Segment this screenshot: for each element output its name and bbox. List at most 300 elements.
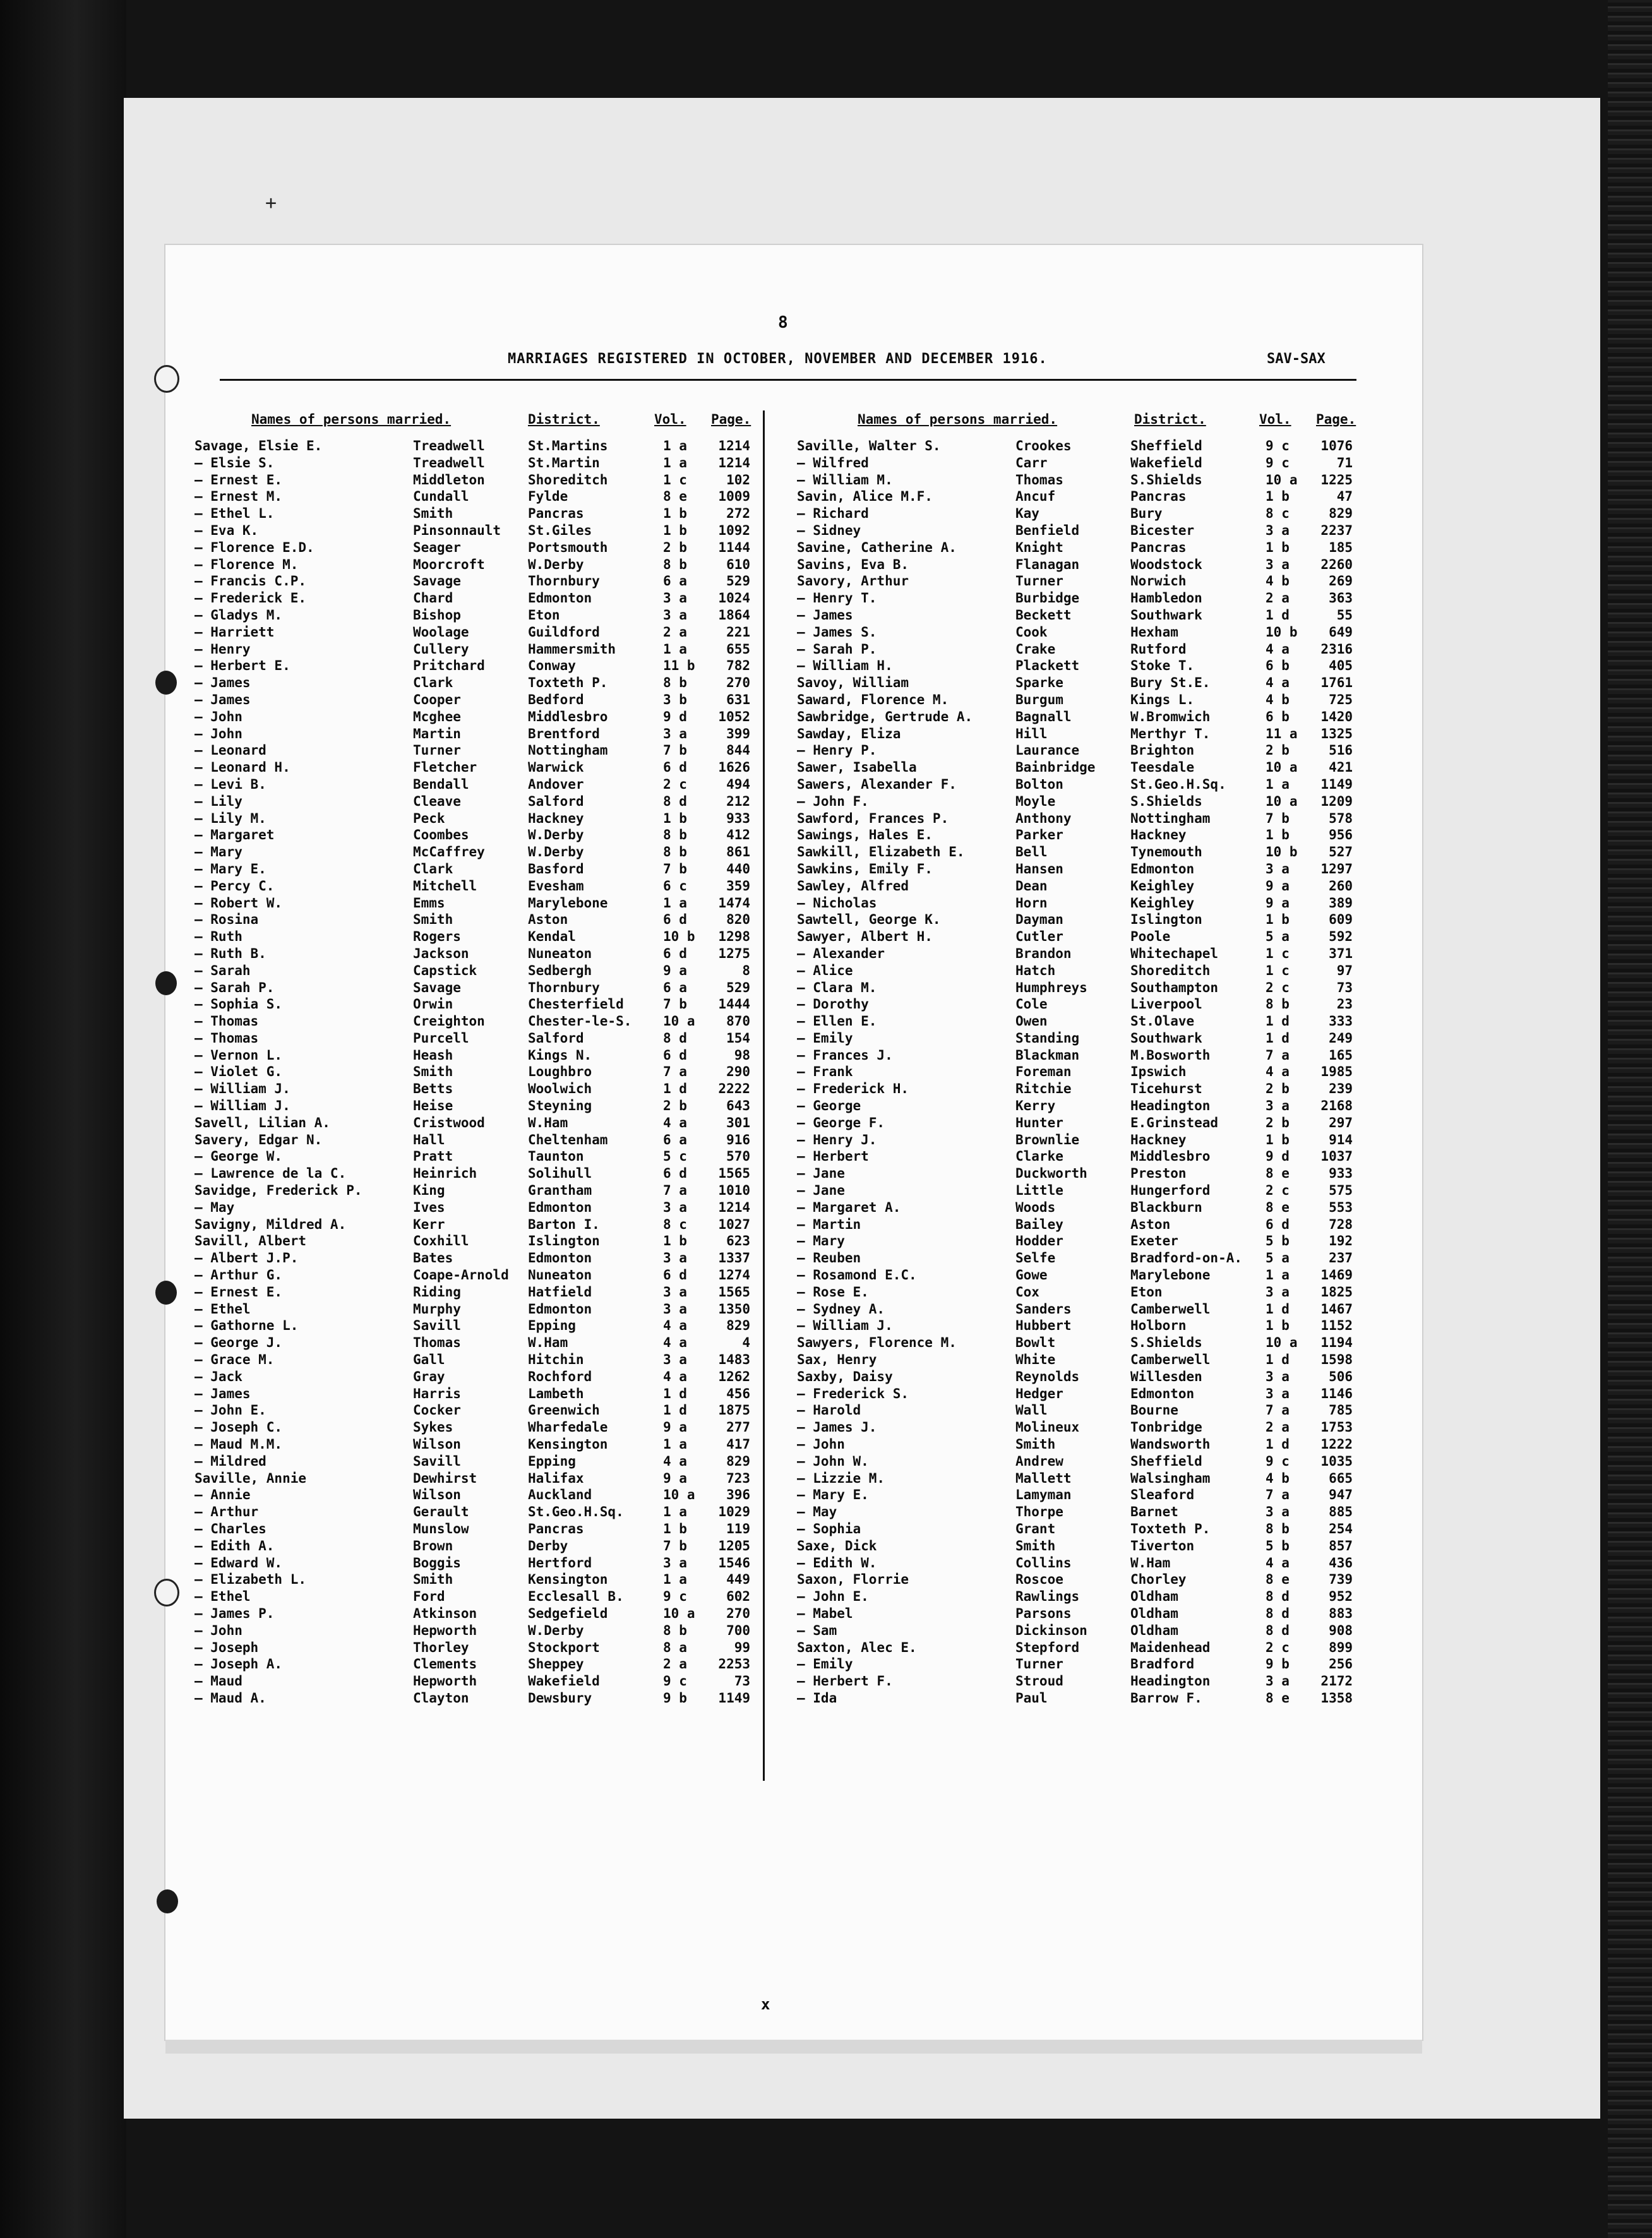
district-name: Warwick	[528, 760, 584, 775]
spouse-surname: Bendall	[413, 776, 469, 792]
district-name: Basford	[528, 861, 584, 877]
volume: 4 a	[663, 1335, 687, 1351]
person-name: — Sam	[797, 1622, 837, 1638]
volume: 6 c	[663, 878, 687, 894]
district-name: Eton	[1130, 1284, 1163, 1300]
person-name: — Martin	[797, 1216, 861, 1232]
spouse-surname: Clayton	[413, 1690, 469, 1706]
person-name: — Mildred	[195, 1453, 266, 1469]
spouse-surname: Coombes	[413, 827, 469, 843]
page-ref: 578	[1329, 810, 1353, 826]
spouse-surname: Ritchie	[1015, 1081, 1072, 1097]
spouse-surname: Smith	[1015, 1437, 1056, 1452]
volume: 3 a	[1266, 1504, 1290, 1520]
volume: 10 b	[1266, 844, 1298, 860]
spouse-surname: Smith	[413, 1572, 453, 1588]
page-ref: 1052	[718, 709, 750, 724]
spouse-surname: Dewhirst	[413, 1470, 477, 1486]
district-name: Nuneaton	[528, 945, 592, 961]
district-name: Sheppey	[528, 1656, 584, 1672]
district-name: Kensington	[528, 1437, 608, 1452]
district-name: Edmonton	[528, 590, 592, 606]
spouse-surname: Savage	[413, 979, 461, 995]
person-name: — Ernest E.	[195, 1284, 283, 1300]
person-name: — James	[195, 691, 251, 707]
person-name: — Joseph C.	[195, 1420, 283, 1435]
spouse-surname: Cooper	[413, 691, 461, 707]
spouse-surname: Riding	[413, 1284, 461, 1300]
page-ref: 301	[726, 1115, 750, 1130]
person-name: — Arthur G.	[195, 1267, 283, 1283]
volume: 7 a	[663, 1064, 687, 1080]
person-name: — Herbert E.	[195, 658, 290, 674]
spouse-surname: Hubbert	[1015, 1318, 1072, 1334]
person-name: — George W.	[195, 1149, 283, 1164]
page-ref: 1262	[718, 1368, 750, 1384]
volume: 1 b	[663, 1233, 687, 1249]
spouse-surname: Cook	[1015, 624, 1048, 640]
page-ref: 1420	[1320, 709, 1353, 724]
volume: 1 c	[1266, 962, 1290, 978]
spouse-surname: Thomas	[413, 1335, 461, 1351]
district-name: Cheltenham	[528, 1132, 608, 1147]
volume: 1 b	[1266, 1318, 1290, 1334]
spouse-surname: Woolage	[413, 624, 469, 640]
district-name: Middlesbro	[528, 709, 608, 724]
spouse-surname: Bowlt	[1015, 1335, 1056, 1351]
page-ref: 165	[1329, 1047, 1353, 1063]
volume: 10 a	[663, 1014, 695, 1029]
district-name: Bradford-on-A.	[1130, 1250, 1243, 1266]
person-name: — Emily	[797, 1030, 853, 1046]
district-name: Hambledon	[1130, 590, 1202, 606]
person-name: — Francis C.P.	[195, 573, 307, 589]
volume: 6 a	[663, 573, 687, 589]
person-name: Sawtell, George K.	[797, 912, 941, 928]
volume: 3 a	[663, 726, 687, 741]
district-name: Sleaford	[1130, 1487, 1195, 1503]
district-name: Exeter	[1130, 1233, 1178, 1249]
person-name: — Thomas	[195, 1030, 259, 1046]
person-name: — Jack	[195, 1368, 242, 1384]
volume: 4 a	[663, 1318, 687, 1334]
volume: 6 d	[663, 945, 687, 961]
person-name: — Sarah	[195, 962, 251, 978]
volume: 1 b	[1266, 827, 1290, 843]
person-name: — Albert J.P.	[195, 1250, 299, 1266]
district-name: Southampton	[1130, 979, 1219, 995]
district-name: Ecclesall B.	[528, 1589, 624, 1605]
district-name: Taunton	[528, 1149, 584, 1164]
district-name: Steyning	[528, 1098, 592, 1114]
spouse-surname: Capstick	[413, 962, 477, 978]
spouse-surname: Smith	[413, 912, 453, 928]
district-name: Wandsworth	[1130, 1437, 1211, 1452]
district-name: W.Derby	[528, 1622, 584, 1638]
district-name: Rutford	[1130, 641, 1187, 657]
person-name: — William H.	[797, 658, 893, 674]
page-ref: 529	[726, 979, 750, 995]
volume: 2 b	[663, 539, 687, 555]
district-name: Sheffield	[1130, 438, 1202, 453]
district-name: Grantham	[528, 1183, 592, 1199]
person-name: — Gathorne L.	[195, 1318, 299, 1334]
spouse-surname: Crookes	[1015, 438, 1072, 453]
spouse-surname: Cole	[1015, 996, 1048, 1012]
district-name: Headington	[1130, 1098, 1211, 1114]
volume: 7 b	[663, 996, 687, 1012]
volume: 9 a	[1266, 895, 1290, 911]
spouse-surname: Laurance	[1015, 743, 1080, 758]
spouse-surname: Grant	[1015, 1521, 1056, 1536]
page-ref: 1209	[1320, 793, 1353, 809]
page-ref: 73	[734, 1673, 750, 1689]
volume: 9 d	[1266, 1149, 1290, 1164]
spouse-surname: McCaffrey	[413, 844, 485, 860]
person-name: — George J.	[195, 1335, 283, 1351]
page-ref: 1469	[1320, 1267, 1353, 1283]
district-name: W.Ham	[1130, 1555, 1171, 1571]
spouse-surname: Bishop	[413, 607, 461, 623]
person-name: — Florence E.D.	[195, 539, 314, 555]
page-ref: 1483	[718, 1352, 750, 1368]
person-name: Sax, Henry	[797, 1352, 877, 1368]
spouse-surname: Smith	[1015, 1538, 1056, 1553]
volume: 3 a	[663, 1555, 687, 1571]
page-ref: 933	[726, 810, 750, 826]
spouse-surname: Heash	[413, 1047, 453, 1063]
spouse-surname: Purcell	[413, 1030, 469, 1046]
volume: 1 a	[663, 895, 687, 911]
district-name: Stoke T.	[1130, 658, 1195, 674]
person-name: — Grace M.	[195, 1352, 275, 1368]
page-ref: 1024	[718, 590, 750, 606]
volume: 8 a	[663, 1639, 687, 1655]
district-name: Derby	[528, 1538, 568, 1553]
spouse-surname: Munslow	[413, 1521, 469, 1536]
page-ref: 820	[726, 912, 750, 928]
volume: 4 a	[1266, 1064, 1290, 1080]
volume: 1 a	[1266, 1267, 1290, 1283]
page-ref: 185	[1329, 539, 1353, 555]
spouse-surname: Roscoe	[1015, 1572, 1063, 1588]
volume: 8 d	[1266, 1605, 1290, 1621]
district-name: Islington	[1130, 912, 1202, 928]
page-ref: 623	[726, 1233, 750, 1249]
spouse-surname: Ives	[413, 1199, 445, 1215]
volume: 10 b	[1266, 624, 1298, 640]
person-name: — Sydney A.	[797, 1301, 885, 1317]
punch-hole	[155, 971, 177, 995]
spouse-surname: Woods	[1015, 1199, 1056, 1215]
page-ref: 260	[1329, 878, 1353, 894]
district-name: Thornbury	[528, 979, 600, 995]
page-ref: 440	[726, 861, 750, 877]
district-name: Woolwich	[528, 1081, 592, 1097]
page-ref: 1009	[718, 489, 750, 505]
spouse-surname: Parsons	[1015, 1605, 1072, 1621]
volume: 3 a	[1266, 1098, 1290, 1114]
person-name: — James	[797, 607, 853, 623]
volume: 2 a	[1266, 1420, 1290, 1435]
page-ref: 1474	[718, 895, 750, 911]
district-name: Bedford	[528, 691, 584, 707]
district-name: Toxteth P.	[1130, 1521, 1211, 1536]
spouse-surname: Peck	[413, 810, 445, 826]
page-ref: 1222	[1320, 1437, 1353, 1452]
district-name: Bourne	[1130, 1403, 1178, 1418]
page-ref: 97	[1336, 962, 1353, 978]
header-names: Names of persons married.	[251, 412, 452, 427]
district-name: Pancras	[1130, 489, 1187, 505]
page-title: MARRIAGES REGISTERED IN OCTOBER, NOVEMBER AND DECEMBER 1916.	[508, 351, 1048, 367]
spouse-surname: Knight	[1015, 539, 1063, 555]
spouse-surname: Bates	[413, 1250, 453, 1266]
spouse-surname: Hatch	[1015, 962, 1056, 978]
column-divider	[763, 410, 765, 1781]
page-ref: 237	[1329, 1250, 1353, 1266]
district-name: Bradford	[1130, 1656, 1195, 1672]
volume: 8 c	[1266, 506, 1290, 522]
spouse-surname: Clements	[413, 1656, 477, 1672]
district-name: Poole	[1130, 929, 1171, 945]
district-name: Salford	[528, 793, 584, 809]
spouse-surname: Dickinson	[1015, 1622, 1087, 1638]
district-name: Barton I.	[528, 1216, 600, 1232]
spouse-surname: King	[413, 1183, 445, 1199]
page-ref: 908	[1329, 1622, 1353, 1638]
page-ref: 119	[726, 1521, 750, 1536]
district-name: Ticehurst	[1130, 1081, 1202, 1097]
volume: 8 d	[663, 793, 687, 809]
person-name: — Sidney	[797, 522, 861, 538]
volume: 2 c	[1266, 1639, 1290, 1655]
district-name: Toxteth P.	[528, 675, 608, 691]
district-name: Camberwell	[1130, 1352, 1211, 1368]
district-name: Hitchin	[528, 1352, 584, 1368]
person-name: — Elsie S.	[195, 455, 275, 470]
header-names: Names of persons married.	[858, 412, 1058, 427]
district-name: Nottingham	[528, 743, 608, 758]
volume: 3 a	[1266, 556, 1290, 572]
page-ref: 102	[726, 472, 750, 488]
volume: 6 d	[663, 1166, 687, 1182]
spouse-surname: Wilson	[413, 1437, 461, 1452]
header-page: Page.	[1316, 412, 1356, 427]
volume: 1 d	[1266, 607, 1290, 623]
page-ref: 55	[1336, 607, 1353, 623]
spouse-surname: Cristwood	[413, 1115, 485, 1130]
footer-mark: x	[761, 1996, 770, 2013]
spouse-surname: Murphy	[413, 1301, 461, 1317]
spouse-surname: Gall	[413, 1352, 445, 1368]
volume: 4 b	[1266, 1470, 1290, 1486]
district-name: St.Geo.H.Sq.	[528, 1504, 624, 1520]
header-page: Page.	[711, 412, 751, 427]
spouse-surname: Benfield	[1015, 522, 1080, 538]
volume: 9 c	[1266, 438, 1290, 453]
registration-mark: +	[265, 192, 277, 214]
district-name: Southwark	[1130, 607, 1202, 623]
spouse-surname: Kerry	[1015, 1098, 1056, 1114]
volume: 10 a	[1266, 472, 1298, 488]
volume: 4 a	[1266, 641, 1290, 657]
page-ref: 1035	[1320, 1453, 1353, 1469]
district-name: Solihull	[528, 1166, 592, 1182]
spouse-surname: Wilson	[413, 1487, 461, 1503]
page-ref: 212	[726, 793, 750, 809]
district-name: Hackney	[1130, 1132, 1187, 1147]
volume: 7 a	[1266, 1047, 1290, 1063]
person-name: Savidge, Frederick P.	[195, 1183, 362, 1199]
volume: 2 b	[1266, 1081, 1290, 1097]
person-name: Savine, Catherine A.	[797, 539, 957, 555]
volume: 1 d	[1266, 1437, 1290, 1452]
spouse-surname: Stroud	[1015, 1673, 1063, 1689]
person-name: — Joseph A.	[195, 1656, 283, 1672]
district-name: Brentford	[528, 726, 600, 741]
person-name: — Ethel	[195, 1301, 251, 1317]
spouse-surname: Andrew	[1015, 1453, 1063, 1469]
spouse-surname: Wall	[1015, 1403, 1048, 1418]
district-name: Holborn	[1130, 1318, 1187, 1334]
spouse-surname: Middleton	[413, 472, 485, 488]
spouse-surname: Bagnall	[1015, 709, 1072, 724]
person-name: — Henry P.	[797, 743, 877, 758]
spouse-surname: Harris	[413, 1385, 461, 1401]
district-name: Kings N.	[528, 1047, 592, 1063]
spouse-surname: Bailey	[1015, 1216, 1063, 1232]
person-name: Savell, Lilian A.	[195, 1115, 330, 1130]
spouse-surname: Humphreys	[1015, 979, 1087, 995]
person-name: — Frederick S.	[797, 1385, 909, 1401]
person-name: — John W.	[797, 1453, 869, 1469]
spouse-surname: Moorcroft	[413, 556, 485, 572]
person-name: Savoy, William	[797, 675, 909, 691]
person-name: Savage, Elsie E.	[195, 438, 323, 453]
spouse-surname: Clark	[413, 861, 453, 877]
person-name: Saxby, Daisy	[797, 1368, 893, 1384]
person-name: — Herbert F.	[797, 1673, 893, 1689]
person-name: — Vernon L.	[195, 1047, 283, 1063]
spouse-surname: Gowe	[1015, 1267, 1048, 1283]
page-ref: 844	[726, 743, 750, 758]
person-name: — Violet G.	[195, 1064, 283, 1080]
district-name: Woodstock	[1130, 556, 1202, 572]
spouse-surname: Ancuf	[1015, 489, 1056, 505]
person-name: — Joseph	[195, 1639, 259, 1655]
volume: 8 e	[1266, 1199, 1290, 1215]
volume: 8 b	[663, 844, 687, 860]
volume: 8 c	[663, 1216, 687, 1232]
district-name: Headington	[1130, 1673, 1211, 1689]
volume: 6 b	[1266, 658, 1290, 674]
person-name: Sawkill, Elizabeth E.	[797, 844, 965, 860]
person-name: Saxe, Dick	[797, 1538, 877, 1553]
person-name: Sawings, Hales E.	[797, 827, 933, 843]
district-name: Whitechapel	[1130, 945, 1219, 961]
person-name: — John F.	[797, 793, 869, 809]
volume: 8 d	[663, 1030, 687, 1046]
volume: 2 b	[663, 1098, 687, 1114]
volume: 1 b	[663, 522, 687, 538]
district-name: Conway	[528, 658, 576, 674]
district-name: Keighley	[1130, 895, 1195, 911]
district-name: Loughbro	[528, 1064, 592, 1080]
spouse-surname: Standing	[1015, 1030, 1080, 1046]
person-name: — George F.	[797, 1115, 885, 1130]
person-name: — James	[195, 675, 251, 691]
page-ref: 952	[1329, 1589, 1353, 1605]
person-name: Sawford, Frances P.	[797, 810, 949, 826]
volume: 5 a	[1266, 1250, 1290, 1266]
person-name: — Nicholas	[797, 895, 877, 911]
spouse-surname: Molineux	[1015, 1420, 1080, 1435]
page-ref: 1205	[718, 1538, 750, 1553]
district-name: S.Shields	[1130, 1335, 1202, 1351]
volume: 9 a	[663, 1420, 687, 1435]
spouse-surname: Fletcher	[413, 760, 477, 775]
volume: 3 a	[1266, 1385, 1290, 1401]
spouse-surname: Beckett	[1015, 607, 1072, 623]
district-name: Greenwich	[528, 1403, 600, 1418]
page-ref: 1626	[718, 760, 750, 775]
header-district: District.	[1134, 412, 1206, 427]
person-name: — Levi B.	[195, 776, 266, 792]
district-name: Barnet	[1130, 1504, 1178, 1520]
spouse-surname: Ford	[413, 1589, 445, 1605]
person-name: — John E.	[797, 1589, 869, 1605]
district-name: Edmonton	[1130, 1385, 1195, 1401]
volume: 4 b	[1266, 691, 1290, 707]
page-ref: 1864	[718, 607, 750, 623]
district-name: St.Olave	[1130, 1014, 1195, 1029]
volume: 4 b	[1266, 573, 1290, 589]
spouse-surname: Turner	[413, 743, 461, 758]
spouse-surname: Heinrich	[413, 1166, 477, 1182]
district-name: Andover	[528, 776, 584, 792]
page-ref: 665	[1329, 1470, 1353, 1486]
spouse-surname: Rogers	[413, 929, 461, 945]
spouse-surname: Lamyman	[1015, 1487, 1072, 1503]
page-ref: 1274	[718, 1267, 750, 1283]
person-name: Saxon, Florrie	[797, 1572, 909, 1588]
punch-hole	[155, 671, 177, 695]
spouse-surname: Little	[1015, 1183, 1063, 1199]
spouse-surname: Pinsonnault	[413, 522, 501, 538]
person-name: — John	[195, 1622, 242, 1638]
district-name: Oldham	[1130, 1589, 1178, 1605]
person-name: Sawkins, Emily F.	[797, 861, 933, 877]
page-ref: 1076	[1320, 438, 1353, 453]
district-name: Tynemouth	[1130, 844, 1202, 860]
person-name: — Annie	[195, 1487, 251, 1503]
volume: 4 a	[663, 1368, 687, 1384]
person-name: — William J.	[195, 1081, 290, 1097]
person-name: — Leonard	[195, 743, 266, 758]
spouse-surname: Dean	[1015, 878, 1048, 894]
volume: 3 a	[1266, 1368, 1290, 1384]
page-ref: 417	[726, 1437, 750, 1452]
volume: 1 b	[1266, 1132, 1290, 1147]
page-ref: 71	[1336, 455, 1353, 470]
page-ref: 4	[742, 1335, 750, 1351]
spouse-surname: Turner	[1015, 1656, 1063, 1672]
page-ref: 739	[1329, 1572, 1353, 1588]
person-name: — Ernest E.	[195, 472, 283, 488]
page-ref: 1875	[718, 1403, 750, 1418]
volume: 1 b	[1266, 912, 1290, 928]
